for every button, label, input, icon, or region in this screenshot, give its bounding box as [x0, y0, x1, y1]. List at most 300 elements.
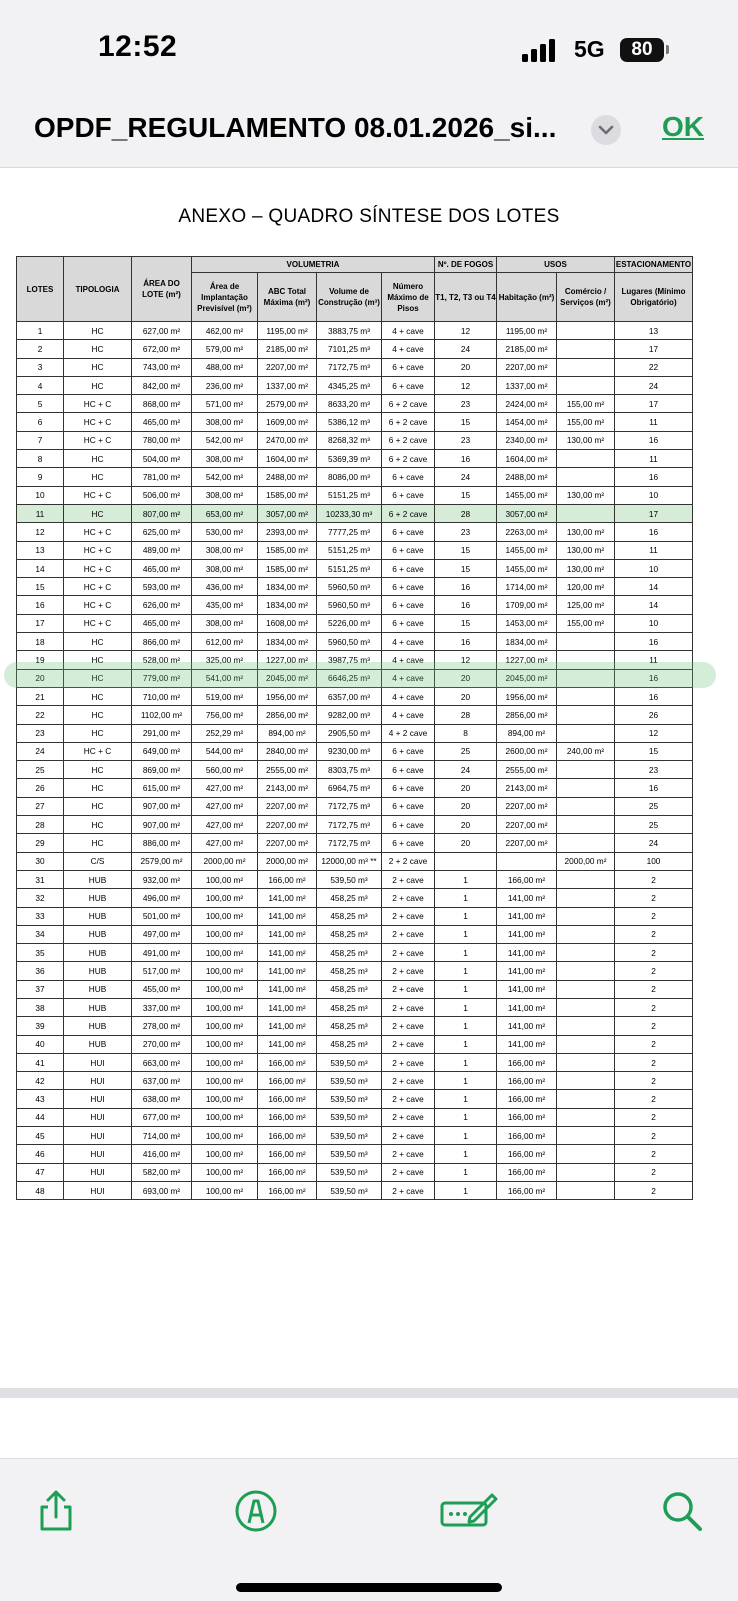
column-header: Lugares (Mínimo Obrigatório)	[615, 273, 693, 322]
table-cell: 1834,00 m²	[258, 596, 317, 614]
share-button[interactable]	[34, 1489, 78, 1533]
table-cell: 2207,00 m²	[258, 816, 317, 834]
table-cell: 25	[615, 816, 693, 834]
table-cell: 571,00 m²	[192, 395, 258, 413]
column-header: ABC Total Máxima (m²)	[258, 273, 317, 322]
table-cell	[557, 468, 615, 486]
table-cell: 2555,00 m²	[258, 761, 317, 779]
table-cell: 462,00 m²	[192, 322, 258, 340]
table-row	[17, 450, 693, 468]
table-cell	[557, 1017, 615, 1035]
table-cell	[557, 816, 615, 834]
table-cell: HUB	[64, 907, 132, 925]
table-cell: 1195,00 m²	[497, 322, 557, 340]
table-cell: 544,00 m²	[192, 742, 258, 760]
table-cell: 141,00 m²	[258, 1035, 317, 1053]
table-cell: 2 + cave	[382, 944, 435, 962]
group-header: VOLUMETRIA	[192, 257, 435, 273]
table-cell: 2 + cave	[382, 1181, 435, 1199]
table-cell: 2840,00 m²	[258, 742, 317, 760]
table-cell: 1227,00 m²	[497, 651, 557, 669]
table-cell: 1102,00 m²	[132, 706, 192, 724]
table-cell: 100,00 m²	[192, 1181, 258, 1199]
table-cell: HUB	[64, 944, 132, 962]
table-row	[17, 523, 693, 541]
table-cell: 2 + cave	[382, 1090, 435, 1108]
table-row	[17, 322, 693, 340]
table-cell: 5151,25 m³	[317, 486, 382, 504]
table-cell: 2	[615, 998, 693, 1016]
table-cell: 6 + cave	[382, 614, 435, 632]
table-cell: 13	[17, 541, 64, 559]
table-cell: 325,00 m²	[192, 651, 258, 669]
table-cell: 130,00 m²	[557, 486, 615, 504]
table-cell: 155,00 m²	[557, 395, 615, 413]
table-cell: 2207,00 m²	[258, 797, 317, 815]
table-cell: 2	[615, 1108, 693, 1126]
table-cell: 2488,00 m²	[258, 468, 317, 486]
table-row	[17, 852, 693, 870]
table-cell: 436,00 m²	[192, 578, 258, 596]
table-cell: 24	[435, 340, 497, 358]
table-cell: 16	[435, 596, 497, 614]
table-cell: 1834,00 m²	[258, 633, 317, 651]
table-cell: 7	[17, 431, 64, 449]
table-cell: 1	[435, 1053, 497, 1071]
table-cell: HC	[64, 779, 132, 797]
table-cell: 141,00 m²	[258, 907, 317, 925]
table-cell: 2000,00 m²	[192, 852, 258, 870]
table-cell: 141,00 m²	[258, 1017, 317, 1035]
table-cell: 8268,32 m³	[317, 431, 382, 449]
table-group-header-row	[17, 257, 693, 273]
table-cell	[557, 1090, 615, 1108]
table-cell: 6646,25 m³	[317, 669, 382, 687]
table-cell: 45	[17, 1127, 64, 1145]
table-cell: 2207,00 m²	[497, 834, 557, 852]
table-row	[17, 633, 693, 651]
table-cell: 11	[17, 504, 64, 522]
table-cell: 1585,00 m²	[258, 559, 317, 577]
table-cell: 2 + cave	[382, 870, 435, 888]
table-cell: 458,25 m³	[317, 944, 382, 962]
table-cell: 1608,00 m²	[258, 614, 317, 632]
table-cell: 6 + cave	[382, 376, 435, 394]
table-cell: 141,00 m²	[497, 1017, 557, 1035]
table-cell: 4 + cave	[382, 669, 435, 687]
table-cell	[557, 450, 615, 468]
table-cell: HC + C	[64, 395, 132, 413]
table-cell: HC + C	[64, 486, 132, 504]
table-cell: HC + C	[64, 578, 132, 596]
table-cell: 435,00 m²	[192, 596, 258, 614]
table-cell	[557, 1035, 615, 1053]
table-cell: 2 + cave	[382, 1145, 435, 1163]
signature-icon	[440, 1489, 500, 1533]
table-cell: 2	[615, 1163, 693, 1181]
table-cell: 2	[615, 944, 693, 962]
document-header	[0, 95, 738, 168]
table-cell: 542,00 m²	[192, 431, 258, 449]
table-cell: 1	[435, 1072, 497, 1090]
column-header: Área de Implantação Previsível (m²)	[192, 273, 258, 322]
table-cell: HUB	[64, 889, 132, 907]
table-cell: 16	[615, 523, 693, 541]
table-cell: 28	[435, 706, 497, 724]
table-cell: 6 + cave	[382, 797, 435, 815]
table-cell: 653,00 m²	[192, 504, 258, 522]
table-row	[17, 1035, 693, 1053]
table-cell: 14	[615, 578, 693, 596]
table-cell: HC	[64, 687, 132, 705]
table-cell: 539,50 m³	[317, 870, 382, 888]
table-cell: 166,00 m²	[497, 870, 557, 888]
table-cell: HC	[64, 450, 132, 468]
table-cell	[557, 779, 615, 797]
table-cell: 291,00 m²	[132, 724, 192, 742]
table-cell: 866,00 m²	[132, 633, 192, 651]
table-cell: 4 + cave	[382, 340, 435, 358]
table-cell: 32	[17, 889, 64, 907]
table-cell: 2 + cave	[382, 1108, 435, 1126]
table-cell: HC + C	[64, 541, 132, 559]
table-cell: 141,00 m²	[258, 925, 317, 943]
table-cell: 166,00 m²	[497, 1090, 557, 1108]
table-cell: 35	[17, 944, 64, 962]
table-cell: 615,00 m²	[132, 779, 192, 797]
table-cell: HC	[64, 651, 132, 669]
table-cell: 2555,00 m²	[497, 761, 557, 779]
table-cell: 166,00 m²	[497, 1053, 557, 1071]
search-button[interactable]	[660, 1489, 704, 1533]
table-cell: 2 + cave	[382, 1072, 435, 1090]
table-cell: 236,00 m²	[192, 376, 258, 394]
table-cell: 1	[435, 1017, 497, 1035]
table-cell: 2000,00 m²	[258, 852, 317, 870]
table-cell	[557, 1108, 615, 1126]
table-cell: 539,50 m³	[317, 1090, 382, 1108]
column-header: Volume de Construção (m³)	[317, 273, 382, 322]
table-row	[17, 687, 693, 705]
table-cell: 16	[615, 468, 693, 486]
table-cell: 2 + 2 cave	[382, 852, 435, 870]
table-cell: 2905,50 m³	[317, 724, 382, 742]
table-cell: 25	[17, 761, 64, 779]
table-cell: 12	[435, 651, 497, 669]
table-cell: 278,00 m²	[132, 1017, 192, 1035]
table-cell: 166,00 m²	[258, 1145, 317, 1163]
table-row	[17, 1145, 693, 1163]
table-cell: 100,00 m²	[192, 998, 258, 1016]
table-cell: 24	[435, 468, 497, 486]
table-cell: 542,00 m²	[192, 468, 258, 486]
table-cell: 28	[17, 816, 64, 834]
table-cell: 2 + cave	[382, 925, 435, 943]
table-cell	[557, 889, 615, 907]
network-type: 5G	[574, 36, 605, 62]
table-cell: 6 + cave	[382, 559, 435, 577]
table-cell: 6 + 2 cave	[382, 504, 435, 522]
table-cell: 100,00 m²	[192, 1145, 258, 1163]
table-cell: 9	[17, 468, 64, 486]
table-cell: 15	[435, 559, 497, 577]
table-cell: 517,00 m²	[132, 962, 192, 980]
markup-button[interactable]	[234, 1489, 278, 1533]
table-cell: 120,00 m²	[557, 578, 615, 596]
table-cell: 6 + cave	[382, 541, 435, 559]
title-menu-button[interactable]	[591, 115, 621, 145]
table-cell: 2 + cave	[382, 962, 435, 980]
lots-table	[16, 256, 693, 1200]
table-cell: 2856,00 m²	[497, 706, 557, 724]
table-cell: 2 + cave	[382, 1035, 435, 1053]
markup-icon	[234, 1489, 278, 1533]
table-cell: HC	[64, 322, 132, 340]
table-cell: 593,00 m²	[132, 578, 192, 596]
table-cell: 1	[435, 1181, 497, 1199]
table-cell: 16	[435, 450, 497, 468]
table-cell	[557, 998, 615, 1016]
table-cell: 1	[435, 1145, 497, 1163]
table-cell: 2	[615, 1053, 693, 1071]
table-cell: 539,50 m³	[317, 1053, 382, 1071]
table-cell: 1956,00 m²	[258, 687, 317, 705]
table-cell: 2600,00 m²	[497, 742, 557, 760]
table-cell: 2	[615, 907, 693, 925]
table-cell: 15	[17, 578, 64, 596]
table-cell: 2	[615, 1181, 693, 1199]
table-cell: 868,00 m²	[132, 395, 192, 413]
table-row	[17, 376, 693, 394]
group-header: ESTACIONAMENTO	[615, 257, 693, 273]
table-cell: 894,00 m²	[258, 724, 317, 742]
table-cell: 496,00 m²	[132, 889, 192, 907]
table-cell: 130,00 m²	[557, 523, 615, 541]
table-cell: 458,25 m³	[317, 1017, 382, 1035]
table-cell: 1834,00 m²	[497, 633, 557, 651]
table-cell: 6 + cave	[382, 523, 435, 541]
table-row	[17, 816, 693, 834]
table-cell: 539,50 m³	[317, 1163, 382, 1181]
table-cell: 14	[615, 596, 693, 614]
status-bar	[0, 0, 738, 95]
table-cell: 3	[17, 358, 64, 376]
table-cell: 1454,00 m²	[497, 413, 557, 431]
table-cell: 27	[17, 797, 64, 815]
done-button[interactable]: OK	[662, 111, 704, 142]
table-cell	[557, 980, 615, 998]
table-cell: 1	[435, 1127, 497, 1145]
table-cell: 29	[17, 834, 64, 852]
table-cell: HC + C	[64, 596, 132, 614]
table-cell: 16	[615, 633, 693, 651]
table-cell: 2207,00 m²	[258, 358, 317, 376]
table-cell: 15	[435, 614, 497, 632]
table-cell: 12	[435, 376, 497, 394]
table-cell: 8086,00 m³	[317, 468, 382, 486]
table-cell: 2185,00 m²	[258, 340, 317, 358]
table-cell: 626,00 m²	[132, 596, 192, 614]
table-cell: 528,00 m²	[132, 651, 192, 669]
table-cell: 141,00 m²	[258, 889, 317, 907]
table-cell: 2579,00 m²	[258, 395, 317, 413]
table-cell	[557, 724, 615, 742]
table-cell: 2	[615, 1035, 693, 1053]
table-cell: 31	[17, 870, 64, 888]
table-cell: 15	[435, 486, 497, 504]
table-cell: 26	[17, 779, 64, 797]
table-cell: 7172,75 m³	[317, 816, 382, 834]
table-cell: 18	[17, 633, 64, 651]
table-cell: 2 + cave	[382, 1017, 435, 1035]
table-cell: 130,00 m²	[557, 431, 615, 449]
status-time: 12:52	[98, 30, 178, 63]
table-cell: 141,00 m²	[497, 998, 557, 1016]
table-cell: 1714,00 m²	[497, 578, 557, 596]
table-cell: HUI	[64, 1090, 132, 1108]
table-cell: 1609,00 m²	[258, 413, 317, 431]
table-cell: 539,50 m³	[317, 1072, 382, 1090]
signature-button[interactable]	[440, 1489, 500, 1533]
table-cell: 1	[435, 1090, 497, 1108]
table-row	[17, 340, 693, 358]
table-cell: 5151,25 m³	[317, 541, 382, 559]
table-cell: 2207,00 m²	[497, 358, 557, 376]
table-cell: 16	[615, 779, 693, 797]
table-cell: 1337,00 m²	[258, 376, 317, 394]
table-cell: 2143,00 m²	[258, 779, 317, 797]
table-cell: 5960,50 m³	[317, 578, 382, 596]
table-cell	[557, 761, 615, 779]
table-cell: 21	[17, 687, 64, 705]
group-header: USOS	[497, 257, 615, 273]
table-cell: 166,00 m²	[258, 1053, 317, 1071]
table-cell: 501,00 m²	[132, 907, 192, 925]
table-cell: HC	[64, 724, 132, 742]
cellular-signal-icon	[522, 38, 556, 62]
battery-tip	[666, 45, 669, 54]
table-cell: 4 + cave	[382, 322, 435, 340]
table-cell: 24	[17, 742, 64, 760]
table-cell: 2143,00 m²	[497, 779, 557, 797]
table-row	[17, 468, 693, 486]
table-cell: 6 + cave	[382, 468, 435, 486]
table-cell: 10	[615, 486, 693, 504]
table-cell: 19	[17, 651, 64, 669]
table-cell: 710,00 m²	[132, 687, 192, 705]
table-row	[17, 578, 693, 596]
table-cell: HUI	[64, 1163, 132, 1181]
table-cell: 8633,20 m³	[317, 395, 382, 413]
table-cell: 2 + cave	[382, 1053, 435, 1071]
table-cell: 12	[435, 322, 497, 340]
table-cell: 38	[17, 998, 64, 1016]
table-cell: 39	[17, 1017, 64, 1035]
table-cell: 100,00 m²	[192, 889, 258, 907]
bottom-toolbar	[0, 1458, 738, 1601]
page-separator	[0, 1388, 738, 1398]
table-cell: HC	[64, 669, 132, 687]
table-cell	[557, 651, 615, 669]
table-row	[17, 1072, 693, 1090]
table-cell: HUI	[64, 1145, 132, 1163]
table-cell: 308,00 m²	[192, 614, 258, 632]
table-cell: 465,00 m²	[132, 413, 192, 431]
table-cell: 756,00 m²	[192, 706, 258, 724]
table-cell: C/S	[64, 852, 132, 870]
table-cell: 1	[17, 322, 64, 340]
table-cell: 2856,00 m²	[258, 706, 317, 724]
table-cell: 1	[435, 870, 497, 888]
home-indicator	[236, 1583, 502, 1592]
lots-table-body	[17, 322, 693, 1200]
table-cell: 1	[435, 962, 497, 980]
table-cell: 1	[435, 925, 497, 943]
table-cell: 714,00 m²	[132, 1127, 192, 1145]
table-cell: HC + C	[64, 413, 132, 431]
table-cell: 20	[435, 669, 497, 687]
table-cell: 2	[615, 1127, 693, 1145]
table-cell: 13	[615, 322, 693, 340]
table-cell: 100,00 m²	[192, 1108, 258, 1126]
document-title[interactable]: OPDF_REGULAMENTO 08.01.2026_si...	[34, 112, 557, 143]
table-cell: 1455,00 m²	[497, 559, 557, 577]
table-cell	[557, 340, 615, 358]
table-cell: HUB	[64, 980, 132, 998]
table-cell: 17	[17, 614, 64, 632]
table-cell: 2 + cave	[382, 1163, 435, 1181]
table-cell: 100,00 m²	[192, 1035, 258, 1053]
table-cell: 15	[435, 413, 497, 431]
table-cell: 2	[17, 340, 64, 358]
table-cell	[557, 376, 615, 394]
table-cell: 44	[17, 1108, 64, 1126]
table-row	[17, 1053, 693, 1071]
table-cell: 166,00 m²	[497, 1127, 557, 1145]
table-cell: 20	[435, 816, 497, 834]
table-cell: 100,00 m²	[192, 1163, 258, 1181]
table-cell	[435, 852, 497, 870]
table-row	[17, 962, 693, 980]
table-cell: HC	[64, 358, 132, 376]
table-cell: 155,00 m²	[557, 614, 615, 632]
table-cell: 5960,50 m³	[317, 596, 382, 614]
table-cell: 100	[615, 852, 693, 870]
table-cell: 23	[435, 431, 497, 449]
table-cell: 141,00 m²	[258, 962, 317, 980]
table-cell: 3057,00 m²	[258, 504, 317, 522]
table-cell: 5	[17, 395, 64, 413]
table-cell: HUB	[64, 925, 132, 943]
group-header: Nº. DE FOGOS	[435, 257, 497, 273]
table-cell: HUI	[64, 1108, 132, 1126]
table-cell: 627,00 m²	[132, 322, 192, 340]
table-cell: 24	[615, 376, 693, 394]
table-cell: 100,00 m²	[192, 1072, 258, 1090]
table-row	[17, 761, 693, 779]
table-cell: 308,00 m²	[192, 486, 258, 504]
table-cell: 4 + cave	[382, 633, 435, 651]
table-cell	[557, 1127, 615, 1145]
table-cell	[557, 1181, 615, 1199]
table-cell: 43	[17, 1090, 64, 1108]
table-cell: 807,00 m²	[132, 504, 192, 522]
table-cell: 155,00 m²	[557, 413, 615, 431]
table-cell: 2045,00 m²	[258, 669, 317, 687]
table-cell: 46	[17, 1145, 64, 1163]
table-cell: 141,00 m²	[497, 925, 557, 943]
table-cell: 6 + cave	[382, 358, 435, 376]
